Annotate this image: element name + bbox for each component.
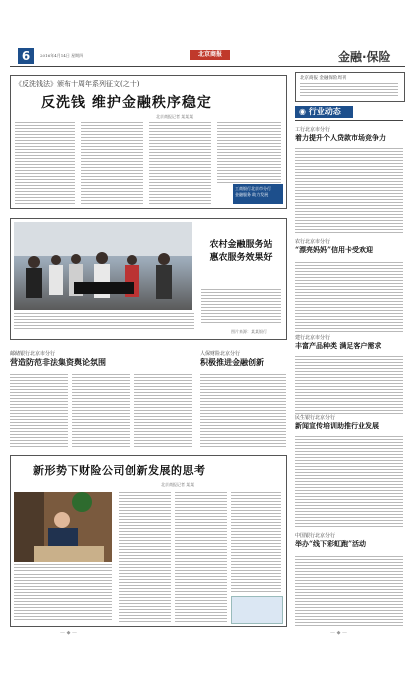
sidebar-item-1: [295, 126, 403, 143]
photo-story-body: [14, 313, 194, 331]
top-feature-box: [10, 75, 287, 209]
left-story-body-col1: [10, 374, 68, 448]
sidebar-item-headline: 丰富产品种类 满足客户需求: [295, 341, 382, 350]
sidebar-item-5: [295, 532, 403, 549]
bottom-feature-headline: 新形势下财险公司创新发展的思考: [33, 464, 206, 477]
ad-line-1: 工商银行北京市分行: [235, 186, 271, 191]
top-feature-headline: 反洗钱 维护金融秩序稳定: [41, 95, 212, 111]
mid-story: [200, 350, 288, 368]
bottom-feature-caption: [14, 564, 112, 572]
header-rule: [10, 66, 405, 67]
sidebar-item-4-body: [295, 436, 403, 528]
sidebar-column-title: 行业动态: [308, 107, 341, 116]
photo-story-image: [14, 222, 192, 310]
left-story-body-col2: [72, 374, 130, 448]
bottom-feature-byline: 北京商报记者 某某: [161, 482, 195, 487]
top-feature-body-col3: [149, 122, 211, 204]
sidebar-item-2: [295, 238, 403, 255]
sidebar-column-icon: ◉: [299, 107, 306, 116]
photo-story-box: [10, 218, 287, 340]
photo-story-credit: 图片来源：某某银行: [231, 329, 267, 334]
sidebar-item-kicker: 农行北京市分行: [295, 239, 331, 245]
sidebar-item-headline: 新闻宣传培训助推行业发展: [295, 421, 379, 430]
portrait-photo-icon: [14, 492, 112, 562]
top-feature-kicker: 《反洗钱法》颁布十周年系列征文(之十): [15, 80, 140, 88]
header-date: 2016年4月14日 星期四: [40, 53, 84, 58]
sidebar-item-kicker: 建行北京市分行: [295, 335, 331, 341]
footer-ornament-right: — ◆ —: [330, 630, 348, 636]
left-story: [10, 350, 190, 368]
ad-line-2: 金融服务 助力发展: [235, 192, 269, 197]
sidebar-item-2-body: [295, 262, 403, 334]
photo-story-headline-2: 惠农服务效果好: [209, 253, 273, 263]
sidebar-item-3-body: [295, 356, 403, 414]
page-header: [10, 48, 405, 64]
page-number: [18, 48, 34, 64]
bottom-feature-body-col2: [175, 492, 227, 622]
bottom-feature-body-col3: [231, 492, 281, 592]
bottom-feature-photo: [14, 492, 112, 562]
left-story-body-col3: [134, 374, 192, 448]
left-story-kicker: 邮储银行北京市分行: [10, 351, 56, 357]
sidebar-item-kicker: 民生银行北京分行: [295, 415, 336, 421]
bottom-feature-body-col1: [119, 492, 171, 622]
bottom-feature-box: [10, 455, 287, 627]
sidebar-item-4: [295, 414, 403, 431]
sidebar-notice: [295, 72, 405, 102]
footer-ornament-left: — ◆ —: [60, 630, 78, 636]
top-feature-ad: [233, 184, 283, 204]
photo-story-headline: [201, 239, 281, 265]
top-feature-byline: 北京商报记者 某某某: [156, 114, 194, 119]
top-feature-body-col4: [217, 122, 281, 184]
sidebar-item-1-body: [295, 148, 403, 234]
sidebar-item-kicker: 工行北京市分行: [295, 127, 331, 133]
sidebar-notice-lines: [300, 83, 398, 98]
section-title: 金融·保险: [338, 50, 391, 64]
sidebar-item-headline: 举办“线下彩虹跑”活动: [295, 539, 367, 548]
bottom-feature-ad: [231, 596, 283, 624]
bottom-feature-body-col0: [14, 574, 112, 622]
sidebar-item-kicker: 中国银行北京分行: [295, 533, 336, 539]
page-number-text: 6: [21, 49, 31, 63]
masthead: 北京商报: [190, 50, 230, 60]
sidebar-item-headline: “漂亮妈妈”信用卡受欢迎: [295, 245, 374, 254]
left-story-headline: 营造防范非法集资舆论氛围: [10, 357, 106, 367]
sidebar-item-headline: 着力提升个人贷款市场竞争力: [295, 133, 386, 142]
sidebar-column-header: [295, 106, 353, 118]
sidebar-item-3: [295, 334, 403, 351]
sidebar-item-5-body: [295, 556, 403, 626]
people-photo-icon: [14, 222, 192, 310]
sidebar-notice-title: 北京商报 金融保险周刊: [300, 76, 347, 81]
sidebar-header-rule: [295, 120, 403, 121]
photo-story-caption-lines: [201, 289, 281, 323]
photo-story-headline-1: 农村金融服务站: [209, 240, 273, 250]
top-feature-body-col2: [81, 122, 143, 204]
mid-story-body: [200, 374, 286, 448]
mid-story-kicker: 人保财险北京分行: [200, 351, 241, 357]
top-feature-body-col1: [15, 122, 75, 204]
mid-story-headline: 积极推进金融创新: [200, 357, 264, 367]
